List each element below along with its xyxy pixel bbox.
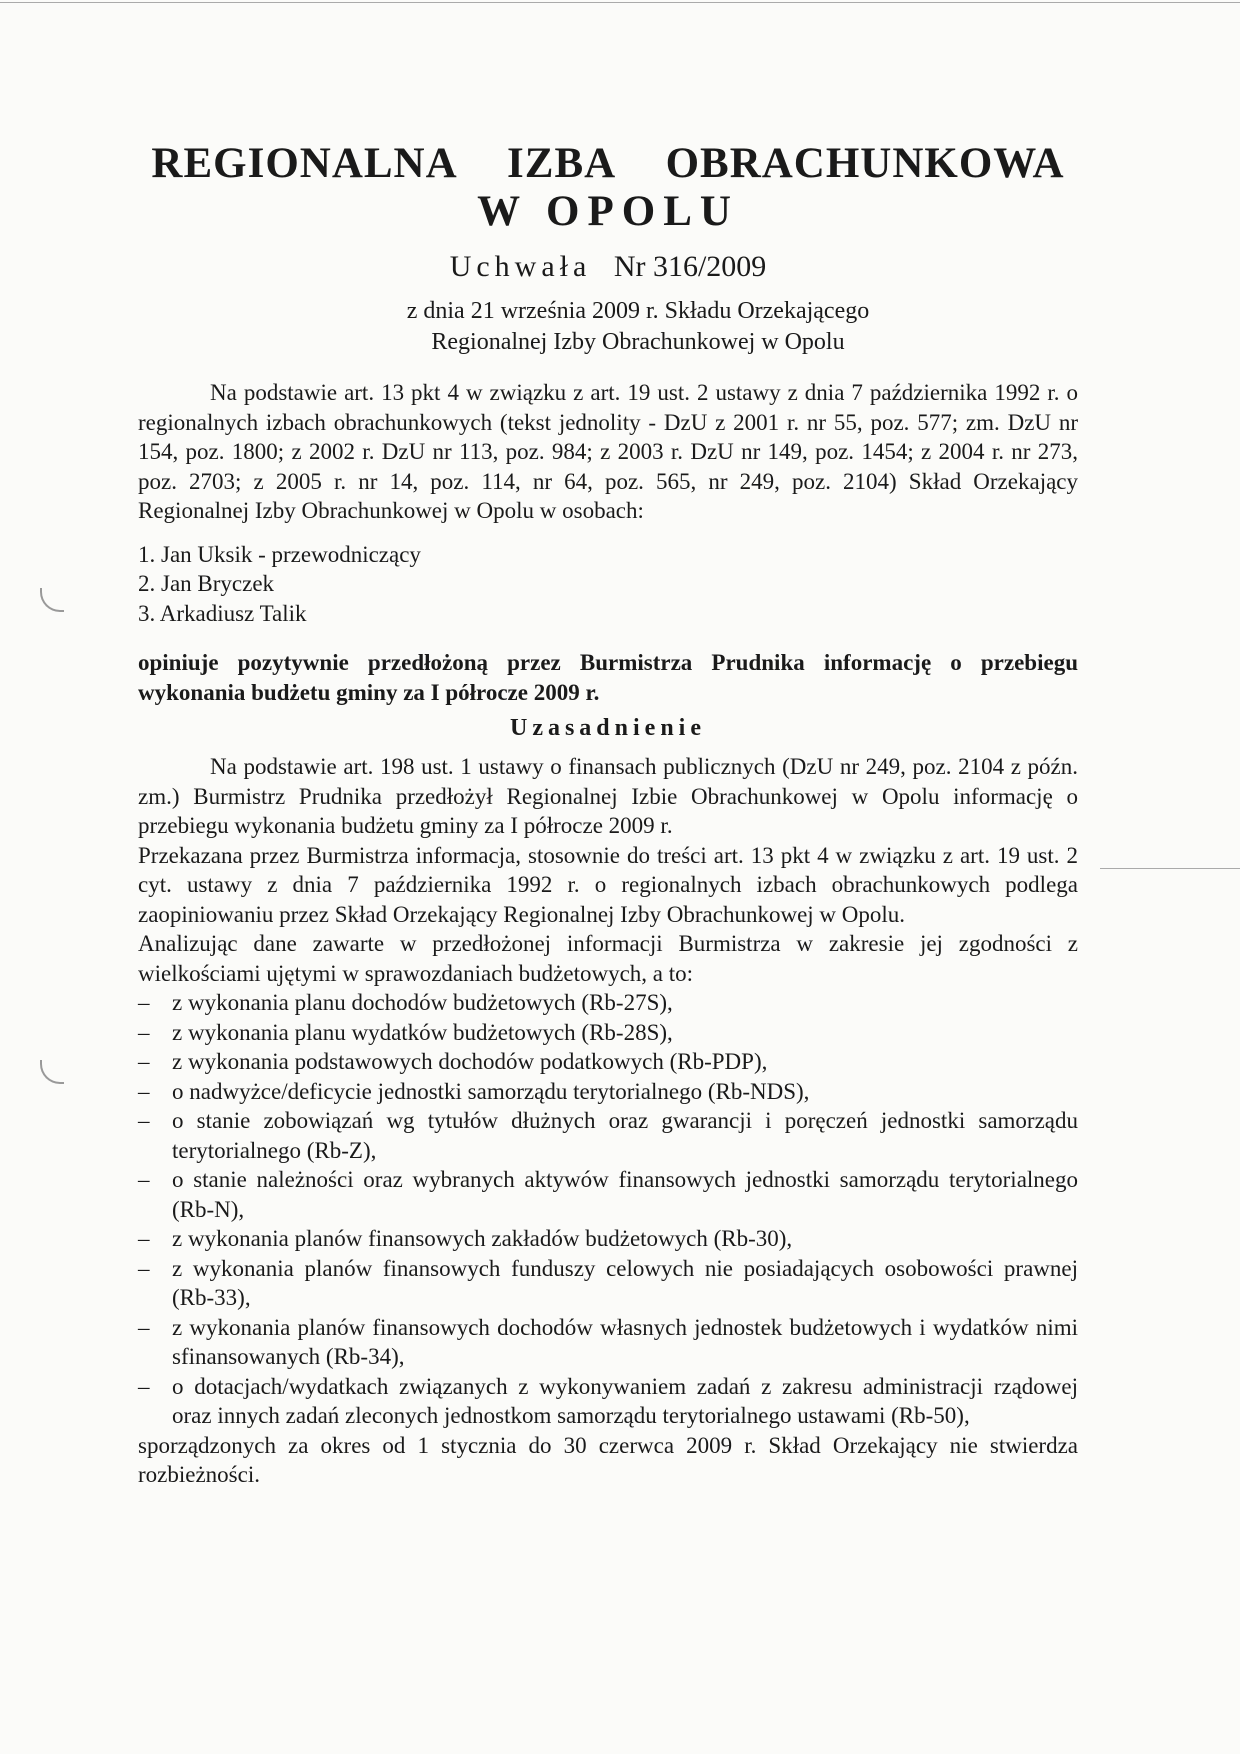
member-item: 2. Jan Bryczek <box>138 571 275 596</box>
report-list-item <box>138 1313 1078 1372</box>
report-list-item <box>138 1106 1078 1165</box>
member-item: 3. Arkadiusz Talik <box>138 600 307 626</box>
report-list-item <box>138 1372 1078 1431</box>
report-list-text: z wykonania podstawowych dochodów podatkowych (Rb-PDP), <box>172 1049 768 1074</box>
dash-bullet: – <box>138 1314 150 1340</box>
institution-city: W OPOLU <box>477 188 739 235</box>
report-list-item <box>138 988 1078 1018</box>
dash-bullet: – <box>138 1078 150 1104</box>
report-list-text: z wykonania planów finansowych funduszy celowych nie posiadających osobowości prawnej (Rb-33), <box>172 1255 1078 1310</box>
report-list-text: o stanie zobowiązań wg tytułów dłużnych oraz gwarancji i poręczeń jednostki samorządu terytorialnego (Rb-Z), <box>172 1108 1078 1163</box>
top-edge-line <box>0 2 1240 3</box>
bleed-through-line <box>1100 868 1240 869</box>
resolution-number: Nr 316/2009 <box>613 250 767 283</box>
report-list-text: o nadwyżce/deficycie jednostki samorządu terytorialnego (Rb-NDS), <box>172 1078 810 1104</box>
justification-paragraph-2: Przekazana przez Burmistrza informacja, stosownie do treści art. 13 pkt 4 w związku z art. 19 ust. 2 cyt. ustawy z dnia 7 października 1992 r. o regionalnych izbach obrachunkowych podlega zaopiniowaniu przez Skład Orzekający Regionalnej Izby Obrachunkowej w Opolu. <box>138 842 1078 927</box>
resolution-date: z dnia 21 września 2009 r. Składu Orzekającego <box>406 298 870 324</box>
dash-bullet: – <box>138 1049 150 1074</box>
report-list-item <box>138 1254 1078 1313</box>
report-list-text: z wykonania planów finansowych zakładów budżetowych (Rb-30), <box>172 1226 793 1251</box>
report-list-text: o stanie należności oraz wybranych aktywów finansowych jednostki samorządu terytorialnego (Rb-N), <box>172 1167 1078 1222</box>
report-list-item <box>138 1077 1078 1107</box>
members-list <box>138 540 1078 629</box>
dash-bullet: – <box>138 1255 150 1281</box>
report-list-text: z wykonania planów finansowych dochodów własnych jednostek budżetowych i wydatków nimi sfinansowanych (Rb-34), <box>172 1314 1078 1369</box>
dash-bullet: – <box>138 1167 150 1192</box>
decision-paragraph: opiniuje pozytywnie przedłożoną przez Burmistrza Prudnika informację o przebiegu wykonania budżetu gminy za I półrocze 2009 r. <box>138 650 1078 705</box>
justification-paragraph-3: Analizując dane zawarte w przedłożonej informacji Burmistrza w zakresie jej zgodności z wielkościami ujętymi w sprawozdaniach budżetowych, a to: <box>138 931 1078 986</box>
document-content <box>138 140 1078 1490</box>
dash-bullet: – <box>138 1108 150 1133</box>
report-list-text: z wykonania planu dochodów budżetowych (Rb-27S), <box>172 990 673 1015</box>
punch-mark-bottom <box>40 1060 64 1084</box>
legal-basis-paragraph: Na podstawie art. 13 pkt 4 w związku z art. 19 ust. 2 ustawy z dnia 7 października 1992 r. o regionalnych izbach obrachunkowych (tekst jednolity - DzU z 2001 r. nr 55, poz. 577; zm. DzU nr 154, poz. 1800; z 2002 r. DzU nr 113, poz. 984; z 2003 r. DzU nr 149, poz. 1454; z 2004 r. nr 273, poz. 2703; z 2005 r. nr 14, poz. 114, nr 64, poz. 565, nr 249, poz. 2104) Skład Orzekający Regionalnej Izby Obrachunkowej w Opolu w osobach: <box>138 380 1078 523</box>
dash-bullet: – <box>138 990 150 1015</box>
dash-bullet: – <box>138 1226 150 1251</box>
justification-paragraph-1: Na podstawie art. 198 ust. 1 ustawy o finansach publicznych (DzU nr 249, poz. 2104 z późn. zm.) Burmistrz Prudnika przedłożył Regionalnej Izbie Obrachunkowej w Opolu informację o przebiegu wykonania budżetu gminy za I półrocze 2009 r. <box>138 754 1078 838</box>
punch-mark-top <box>40 588 64 612</box>
report-list-item <box>138 1018 1078 1048</box>
dash-bullet: – <box>138 1019 150 1045</box>
report-list-item <box>138 1224 1078 1254</box>
report-list-item <box>138 1047 1078 1077</box>
report-list-text: o dotacjach/wydatkach związanych z wykonywaniem zadań z zakresu administracji rządowej oraz innych zadań zleconych jednostkom samorządu terytorialnego ustawami (Rb-50), <box>172 1373 1078 1428</box>
justification-heading: Uzasadnienie <box>509 715 706 741</box>
institution-name: REGIONALNA IZBA OBRACHUNKOWA <box>151 140 1065 187</box>
reports-list <box>138 988 1078 1431</box>
report-list-text: z wykonania planu wydatków budżetowych (Rb-28S), <box>172 1019 673 1045</box>
dash-bullet: – <box>138 1373 150 1399</box>
resolution-body: Regionalnej Izby Obrachunkowej w Opolu <box>431 329 845 355</box>
closing-paragraph: sporządzonych za okres od 1 stycznia do 30 czerwca 2009 r. Skład Orzekający nie stwierdza rozbieżności. <box>138 1432 1078 1487</box>
resolution-title <box>138 248 1078 286</box>
report-list-item <box>138 1165 1078 1224</box>
member-item: 1. Jan Uksik - przewodniczący <box>138 541 421 567</box>
resolution-word: Uchwała <box>449 250 592 283</box>
